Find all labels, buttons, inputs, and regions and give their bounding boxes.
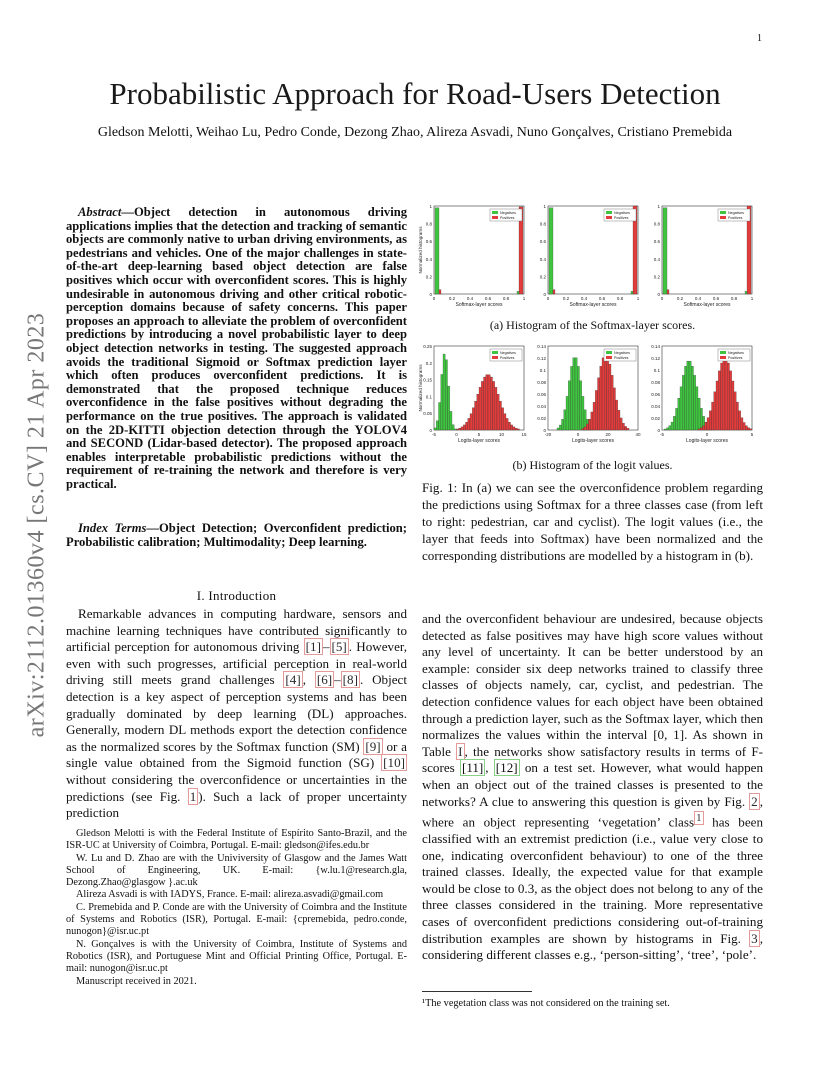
bar-negatives	[434, 428, 436, 430]
bar-positives	[466, 422, 468, 430]
citation-link[interactable]: [4]	[285, 672, 301, 688]
x-tick-label: 40	[635, 432, 641, 437]
bar-positives	[553, 290, 555, 294]
intro-text: . Object detection is a key aspect of perception systems and has been gradually dominated by deep learning (DL) approaches. Generally, modern DL methods export the detection confidence as the normalized scores by the Softmax function (SM)	[66, 672, 407, 754]
legend-label-positives: Positives	[614, 216, 629, 220]
author-footnotes	[66, 828, 407, 988]
bar-positives	[459, 428, 461, 430]
y-tick-label: 0.1	[653, 368, 660, 373]
bar-negatives	[667, 428, 669, 430]
x-tick-label: 20	[605, 432, 611, 437]
y-tick-label: 0	[657, 428, 660, 433]
bar-negatives	[575, 358, 577, 430]
bar-negatives	[671, 422, 673, 430]
legend-label-negatives: Negatives	[728, 211, 744, 215]
index-terms-text: —Object Detection; Overconfident prediction; Probabilistic calibration; Multimodality; Deep learning.	[66, 521, 407, 549]
intro-text: , where an object representing ‘vegetation’ class	[422, 793, 763, 830]
bar-negatives	[691, 366, 693, 430]
bar-negatives	[580, 381, 582, 430]
histogram-panel	[654, 204, 754, 308]
y-tick-label: 0	[543, 292, 546, 297]
legend-swatch-positives	[492, 356, 498, 359]
x-tick-label: 0.2	[676, 296, 684, 301]
bar-positives	[609, 364, 611, 430]
intro-text: or a single value obtained from the Sigmoid function (SG)	[66, 738, 407, 771]
y-tick-label: 0.04	[651, 404, 660, 409]
intro-text: ,	[302, 672, 315, 688]
bar-positives	[468, 418, 470, 430]
bar-positives	[743, 422, 745, 430]
bar-positives	[457, 429, 459, 430]
bar-positives	[602, 358, 604, 430]
bar-positives	[475, 401, 477, 430]
legend-swatch-negatives	[606, 351, 612, 354]
bar-positives	[495, 387, 497, 430]
y-tick-label: 0.2	[425, 360, 432, 366]
bar-positives	[461, 427, 463, 430]
x-tick-label: 0.6	[712, 296, 720, 301]
y-tick-label: 0.14	[651, 344, 660, 349]
bar-negatives	[582, 396, 584, 430]
bar-negatives	[700, 408, 702, 430]
legend-swatch-negatives	[492, 211, 498, 214]
y-tick-label: 0.2	[653, 274, 660, 280]
bar-negatives	[676, 408, 678, 430]
bar-negatives	[549, 208, 553, 294]
bar-negatives	[566, 396, 568, 430]
subcaption-a: (a) Histogram of the Softmax-layer scores.	[489, 318, 696, 332]
legend-swatch-negatives	[492, 351, 498, 354]
x-tick-label: 0	[455, 432, 458, 437]
intro-paragraph	[66, 606, 407, 822]
histogram-panel	[418, 344, 527, 444]
y-axis-label: Normalized histograms	[418, 226, 423, 274]
x-tick-label: 0	[576, 432, 580, 437]
x-tick-label: 10	[498, 432, 505, 437]
bar-negatives	[573, 358, 575, 430]
y-tick-label: 0.1	[425, 394, 432, 400]
bar-positives	[745, 426, 747, 430]
intro-text: , the networks show satisfactory results in terms of F-scores	[422, 743, 763, 776]
bar-positives	[730, 371, 732, 430]
bar-negatives	[445, 360, 447, 430]
x-tick-label: 0.4	[466, 296, 474, 301]
bar-positives	[584, 427, 586, 430]
legend	[490, 349, 522, 361]
y-tick-label: 0.06	[651, 392, 660, 397]
intro-paragraph	[422, 611, 763, 964]
x-tick-label: 15	[521, 432, 527, 437]
x-tick-label: 0.4	[694, 296, 702, 301]
bar-negatives	[562, 419, 564, 430]
bar-negatives	[745, 291, 747, 294]
intro-text: , considering different classes e.g., ‘person-sitting’, ‘tree’, ‘pole’.	[422, 930, 763, 963]
y-tick-label: 0.8	[539, 221, 546, 227]
y-tick-label: 0.08	[537, 380, 546, 385]
bar-negatives	[448, 386, 450, 430]
bar-negatives	[673, 416, 675, 430]
x-tick-label: 0	[546, 296, 550, 301]
footnote: Alireza Asvadi is with IADYS, France. E-mail: alireza.asvadi@gmail.com	[76, 889, 384, 901]
x-axis-label: Softmax-layer scores	[455, 302, 503, 308]
bar-negatives	[435, 208, 439, 294]
citation-link[interactable]: [8]	[342, 672, 358, 688]
softmax-histograms	[418, 204, 767, 316]
page-number: 1	[757, 33, 762, 44]
bar-positives	[511, 425, 513, 430]
x-tick-label: 1	[522, 296, 526, 301]
y-tick-label: 1	[429, 204, 432, 209]
legend-swatch-positives	[606, 356, 612, 359]
legend-label-negatives: Negatives	[500, 211, 516, 215]
y-tick-label: 1	[657, 204, 660, 209]
bar-positives	[622, 423, 624, 430]
citation-link[interactable]: [10]	[383, 755, 405, 771]
y-tick-label: 0.6	[425, 239, 432, 245]
footnote: W. Lu and D. Zhao are with the Univiversity of Glasgow and the James Watt School of Engineering, UK. E-mail: {w.lu.1@research.gla, Dezong.Zhao@glasgow }.ac.uk	[66, 852, 407, 889]
y-tick-label: 0	[543, 428, 546, 433]
bar-positives	[732, 381, 734, 430]
x-tick-label: 0	[432, 296, 436, 301]
legend-label-positives: Positives	[728, 216, 743, 220]
footnote: Gledson Melotti is with the Federal Institute of Espírito Santo-Brazil, and the ISR-UC at University of Coimbra, Portugal. E-mail: gledson@ifes.edu.br	[66, 828, 407, 852]
intro-text: Remarkable advances in computing hardware, sensors and machine learning techniques have contributed significantly to artificial perception for autonomous driving	[66, 606, 407, 655]
bar-positives	[591, 412, 593, 430]
intro-right-column	[422, 611, 763, 964]
y-tick-label: 0.2	[539, 274, 546, 280]
footnote-rule	[422, 991, 532, 992]
bar-positives	[589, 419, 591, 430]
y-tick-label: 0.05	[423, 411, 432, 417]
bar-negatives	[443, 354, 445, 430]
bar-positives	[712, 402, 714, 430]
bar-negatives	[571, 366, 573, 430]
bar-positives	[479, 387, 481, 430]
bar-positives	[488, 375, 490, 430]
y-tick-label: 0.25	[423, 344, 432, 349]
bar-negatives	[564, 410, 566, 430]
bar-positives	[625, 426, 627, 430]
x-tick-label: 0.8	[616, 296, 624, 301]
bar-positives	[586, 424, 588, 430]
bar-positives	[627, 428, 629, 430]
legend-label-positives: Positives	[500, 216, 515, 220]
x-axis-label: Logits-layer scores	[458, 438, 500, 444]
histogram-panel	[537, 344, 641, 444]
x-tick-label: 5	[477, 432, 481, 437]
bar-negatives	[436, 421, 438, 430]
legend-swatch-positives	[720, 216, 726, 219]
citation-link[interactable]: [11]	[461, 760, 484, 776]
citation-link[interactable]: [1]	[305, 639, 321, 655]
legend-swatch-positives	[492, 216, 498, 219]
bar-positives	[515, 428, 517, 430]
footnote: Manuscript received in 2021.	[76, 975, 197, 987]
bar-positives	[705, 422, 707, 430]
intro-text: . However, even with such progresses, artificial perception in real-world driving still meets grand challenges	[66, 639, 407, 688]
bar-positives	[582, 429, 584, 430]
footnote-link[interactable]: 1	[696, 812, 702, 825]
bar-positives	[607, 357, 609, 430]
bar-positives	[604, 354, 606, 430]
bar-positives	[595, 390, 597, 430]
legend	[490, 209, 522, 221]
bar-positives	[703, 426, 705, 430]
bar-negatives	[689, 361, 691, 430]
bar-positives	[613, 388, 615, 430]
paper-title: Probabilistic Approach for Road-Users Detection	[109, 76, 721, 111]
legend	[604, 209, 636, 221]
bar-negatives	[577, 366, 579, 430]
x-tick-label: 0.8	[730, 296, 738, 301]
bar-positives	[484, 377, 486, 430]
bar-positives	[472, 408, 474, 430]
y-tick-label: 1	[543, 204, 546, 209]
bar-negatives	[669, 426, 671, 430]
arxiv-stamp	[22, 290, 52, 760]
y-tick-label: 0	[429, 292, 432, 297]
bar-negatives	[441, 374, 443, 430]
bar-positives	[714, 392, 716, 430]
x-axis-label: Softmax-layer scores	[569, 302, 617, 308]
bar-positives	[748, 428, 750, 430]
bar-positives	[506, 418, 508, 430]
x-tick-label: -5	[659, 432, 665, 437]
x-axis-label: Logits-layer scores	[686, 438, 728, 444]
bar-positives	[616, 400, 618, 430]
histogram-panel	[540, 204, 640, 308]
legend-label-negatives: Negatives	[614, 211, 630, 215]
footnote-vegetation: ¹The vegetation class was not considered on the training set.	[422, 998, 670, 1009]
bar-positives	[493, 381, 495, 430]
intro-text: has been classified with an extremist prediction (i.e., value very close to one, indicating overconfident behaviour) to one of the three trained classes. Ideally, the expected value for that example would be close to 0.3, as the object does not belong to any of the three classes considered in the training. More representative cases of overconfident predictions considering out-of-training distribution examples are shown by histograms in Fig.	[422, 814, 764, 946]
intro-left-column	[66, 606, 407, 822]
bar-positives	[593, 402, 595, 430]
bar-positives	[513, 427, 515, 430]
index-terms-label: Index Terms	[78, 521, 147, 535]
intro-text: ). Such a lack of proper uncertainty prediction	[66, 788, 408, 821]
citation-link[interactable]: [12]	[495, 760, 518, 776]
legend-swatch-positives	[720, 356, 726, 359]
legend-label-negatives: Negatives	[614, 351, 630, 355]
legend-label-positives: Positives	[728, 356, 743, 360]
bar-positives	[736, 402, 738, 430]
footnote: N. Gonçalves is with the University of Coimbra, Institute of Systems and Robotics (ISR), and Portuguese Mint and Official Printing Office, Portugal. E-mail: nunogon@isr.uc.pt	[66, 938, 407, 975]
bar-positives	[721, 363, 723, 430]
x-tick-label: 1	[636, 296, 640, 301]
x-tick-label: 0.2	[562, 296, 570, 301]
y-tick-label: 0.12	[537, 356, 546, 361]
legend-label-positives: Positives	[614, 356, 629, 360]
bar-positives	[470, 414, 472, 430]
x-tick-label: 0	[705, 432, 709, 437]
y-tick-label: 0.4	[539, 256, 546, 262]
y-tick-label: 0.15	[423, 377, 432, 383]
bar-positives	[502, 408, 504, 430]
bar-negatives	[682, 375, 684, 430]
y-tick-label: 0.6	[653, 239, 660, 245]
x-tick-label: 0.6	[598, 296, 606, 301]
y-tick-label: 0.8	[425, 221, 432, 227]
bar-negatives	[452, 425, 454, 430]
bar-negatives	[450, 411, 452, 430]
bar-negatives	[557, 428, 559, 430]
x-tick-label: -20	[544, 432, 552, 437]
bar-negatives	[454, 429, 456, 430]
bar-positives	[517, 429, 519, 430]
x-tick-label: 0.2	[448, 296, 456, 301]
bar-positives	[734, 392, 736, 430]
x-axis-label: Softmax-layer scores	[683, 302, 731, 308]
intro-text: without considering the overconfidence or uncertainties in the predictions (see Fig.	[66, 771, 407, 804]
bar-negatives	[559, 425, 561, 430]
citation-link[interactable]: [5]	[331, 639, 347, 655]
legend	[604, 349, 636, 361]
bar-positives	[741, 418, 743, 430]
x-tick-label: 0.4	[580, 296, 588, 301]
bar-negatives	[685, 366, 687, 430]
figure-caption: Fig. 1: In (a) we can see the overconfidence problem regarding the predictions using Softmax for a three classes case (from left to right: pedestrian, car and cyclist). The logit values (i.e., the layer that feeds into Softmax) have been normalized and the corresponding distributions are modelled by a histogram in (b).	[422, 480, 763, 563]
bar-negatives	[687, 361, 689, 430]
y-tick-label: 0.4	[653, 256, 660, 262]
abstract-label: Abstract	[78, 205, 122, 219]
bar-negatives	[698, 398, 700, 430]
intro-text: ,	[485, 760, 494, 776]
bar-positives	[481, 381, 483, 430]
bar-negatives	[694, 375, 696, 430]
bar-positives	[709, 411, 711, 430]
arxiv-stamp-text: arXiv:2112.01360v4 [cs.CV] 21 Apr 2023	[23, 312, 50, 738]
intro-text: and the overconfident behaviour are undesired, because objects detected as false positives may have high score values without any level of uncertainty. It can be better understood by an example: consider six deep networks trained to classify three classes of objects namely, car, cyclist, and pedestrian. The detection confidence values for each object have been obtained through a prediction layer, such as the Softmax layer, which then normalizes the values within the interval [0, 1]. As shown in Table	[422, 611, 763, 759]
bar-positives	[716, 381, 718, 430]
x-tick-label: 0	[660, 296, 664, 301]
bar-positives	[707, 418, 709, 430]
bar-positives	[504, 414, 506, 430]
footnote: C. Premebida and P. Conde are with the University of Coimbra and the Institute of Systems and Robotics (ISR), Portugal. E-mail: {cpremebida, pedro.conde, nunogon}@isr.uc.pt	[66, 901, 407, 938]
figure-link[interactable]: 2	[751, 793, 758, 809]
legend-label-positives: Positives	[500, 356, 515, 360]
x-tick-label: 0.8	[502, 296, 510, 301]
bar-negatives	[678, 398, 680, 430]
bar-positives	[497, 394, 499, 430]
section-heading: I. Introduction	[196, 588, 277, 603]
bar-negatives	[439, 402, 441, 430]
bar-positives	[611, 375, 613, 430]
citation-link[interactable]: [6]	[316, 672, 333, 688]
legend-swatch-positives	[606, 216, 612, 219]
legend	[718, 349, 750, 361]
bar-positives	[739, 411, 741, 430]
bar-positives	[750, 429, 752, 430]
bar-positives	[490, 377, 492, 430]
legend-label-negatives: Negatives	[728, 351, 744, 355]
y-tick-label: 0.8	[653, 221, 660, 227]
figure-link[interactable]: 3	[751, 930, 758, 946]
abstract-text: —Object detection in autonomous driving applications implies that the detection and tracking of semantic objects are commonly native to urban driving environments, as pedestrians and vehicles. One of the major challenges in state-of-the-art deep-learning based object detection are false positives which occur with overconfident scores. This is highly undesirable in autonomous driving and other critical robotic-perception domains because of safety concerns. This paper proposes an approach to alleviate the problem of overconfident predictions by introducing a novel probabilistic layer to deep object detection networks in testing. The suggested approach avoids the traditional Sigmoid or Softmax prediction layer which often produces overconfident predictions. It is demonstrated that the proposed technique reduces overconfidence in the false positives without degrading the performance on the true positives. The approach is validated on the 2D-KITTI objection detection through the YOLOV4 and SECOND (Lidar-based detector). The proposed approach enables interpretable probabilistic predictions without the requirement of re-training the network and therefore is very practical.	[66, 205, 407, 491]
abstract	[66, 206, 407, 491]
index-terms	[66, 522, 407, 549]
bar-negatives	[631, 291, 633, 294]
histogram-panel	[418, 204, 526, 308]
intro-text: –	[334, 672, 341, 688]
bar-positives	[477, 394, 479, 430]
y-tick-label: 0	[429, 428, 432, 433]
bar-negatives	[680, 387, 682, 430]
subcaption-b: (b) Histogram of the logit values.	[512, 458, 673, 472]
legend-swatch-negatives	[720, 351, 726, 354]
bar-negatives	[664, 429, 666, 430]
bar-positives	[718, 371, 720, 430]
bar-positives	[620, 418, 622, 430]
bar-positives	[463, 425, 465, 430]
bar-positives	[486, 375, 488, 430]
y-tick-label: 0.12	[651, 356, 660, 361]
y-tick-label: 0.06	[537, 392, 546, 397]
legend-swatch-negatives	[606, 211, 612, 214]
figure-link[interactable]: 1	[189, 788, 197, 804]
bar-negatives	[517, 291, 519, 294]
citation-link[interactable]: [9]	[365, 738, 381, 754]
y-tick-label: 0.4	[425, 256, 432, 262]
table-link[interactable]: I	[458, 743, 463, 759]
legend-swatch-negatives	[720, 211, 726, 214]
y-tick-label: 0.08	[651, 380, 660, 385]
bar-negatives	[663, 208, 667, 294]
bar-positives	[667, 290, 669, 294]
bar-negatives	[696, 387, 698, 430]
y-tick-label: 0.1	[539, 368, 546, 373]
y-tick-label: 0.02	[651, 416, 660, 421]
y-tick-label: 0.6	[539, 239, 546, 245]
y-tick-label: 0.04	[537, 404, 546, 409]
y-tick-label: 0.02	[537, 416, 546, 421]
bar-positives	[723, 359, 725, 430]
bar-positives	[700, 428, 702, 430]
bar-positives	[598, 378, 600, 430]
logit-histograms	[418, 344, 767, 452]
bar-positives	[727, 363, 729, 430]
bar-positives	[439, 290, 441, 294]
intro-text: on a test set. However, what would happen when an object out of the trained classes is presented to the networks? A clue to answering this question is given by Fig.	[422, 760, 764, 809]
bar-positives	[600, 366, 602, 430]
x-axis-label: Logits-layer scores	[572, 438, 614, 444]
y-tick-label: 0.2	[425, 274, 432, 280]
y-tick-label: 0.14	[537, 344, 546, 349]
legend-label-negatives: Negatives	[500, 351, 516, 355]
bar-positives	[618, 410, 620, 430]
y-tick-label: 0	[657, 292, 660, 297]
x-tick-label: 1	[750, 296, 754, 301]
bar-positives	[725, 359, 727, 430]
paper-authors: Gledson Melotti, Weihao Lu, Pedro Conde, Dezong Zhao, Alireza Asvadi, Nuno Gonçalves, Cristiano Premebida	[97, 125, 733, 140]
intro-text: –	[322, 639, 330, 655]
x-tick-label: -5	[431, 432, 437, 437]
bar-positives	[508, 422, 510, 430]
x-tick-label: 0.6	[484, 296, 492, 301]
x-tick-label: 5	[750, 432, 754, 437]
y-axis-label: Normalized histograms	[418, 364, 423, 412]
histogram-panel	[651, 344, 754, 444]
bar-positives	[698, 429, 700, 430]
bar-negatives	[568, 381, 570, 430]
bar-positives	[499, 401, 501, 430]
legend	[718, 209, 750, 221]
